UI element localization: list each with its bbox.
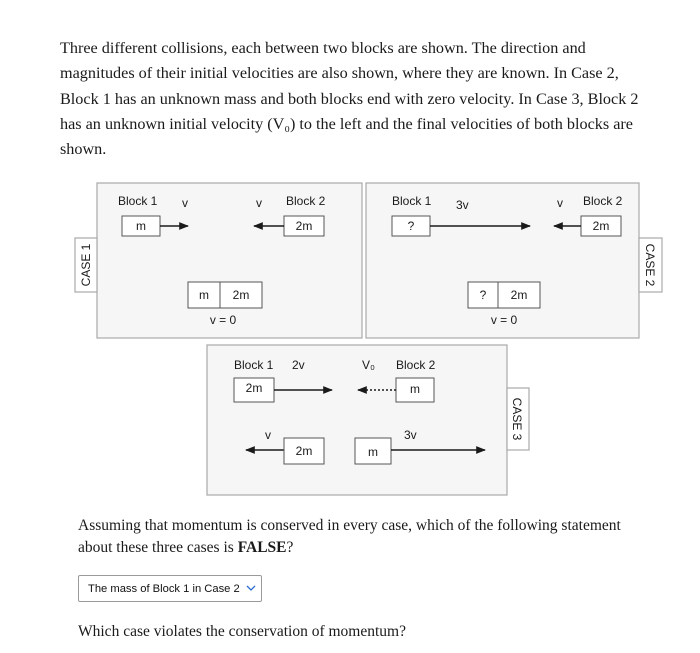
followup-question: Which case violates the conservation of momentum? bbox=[78, 623, 406, 640]
case1-block2-mass: 2m bbox=[295, 219, 313, 233]
case1-final-mass-left: m bbox=[199, 288, 209, 302]
case3-block2-title: Block 2 bbox=[396, 358, 436, 372]
intro-line: magnitudes of their initial velocities are also shown, where they are known. In Case 2, bbox=[60, 64, 619, 83]
case3-panel bbox=[207, 345, 529, 495]
question-line2-suffix: ? bbox=[286, 539, 294, 556]
answer-dropdown-value: The mass of Block 1 in Case 2 bbox=[88, 582, 240, 595]
intro-line: shown. bbox=[60, 140, 107, 159]
case2-final-mass-right: 2m bbox=[510, 288, 528, 302]
case2-panel bbox=[366, 183, 662, 338]
case3-block1-velocity: 2v bbox=[292, 358, 305, 372]
question-line1: Assuming that momentum is conserved in every case, which of the following statement bbox=[78, 517, 621, 534]
case2-block2-title: Block 2 bbox=[583, 194, 623, 208]
case2-label: CASE 2 bbox=[643, 243, 657, 287]
case1-panel bbox=[75, 183, 362, 338]
case2-block1-mass: ? bbox=[407, 219, 415, 233]
case3-block2-mass: m bbox=[410, 382, 420, 396]
case1-label: CASE 1 bbox=[79, 243, 93, 287]
intro-line: Three different collisions, each between two blocks are shown. The direction and bbox=[60, 39, 586, 57]
question-text bbox=[78, 515, 678, 559]
case3-final-mass-left: 2m bbox=[295, 444, 313, 458]
case3-final-velocity-left: v bbox=[265, 428, 271, 442]
case1-block2-velocity: v bbox=[256, 196, 262, 210]
problem-intro bbox=[60, 36, 670, 162]
case1-block1-title: Block 1 bbox=[118, 194, 158, 208]
answer-dropdown[interactable] bbox=[78, 575, 262, 602]
false-keyword: FALSE bbox=[237, 539, 287, 556]
chevron-down-icon bbox=[245, 582, 257, 594]
case2-block1-title: Block 1 bbox=[392, 194, 432, 208]
question-line2-prefix: about these three cases is bbox=[78, 539, 238, 556]
collision-diagram bbox=[70, 178, 670, 500]
case2-block1-velocity: 3v bbox=[456, 198, 469, 212]
case1-final-mass-right: 2m bbox=[232, 288, 250, 302]
case2-final-velocity: v = 0 bbox=[490, 313, 518, 327]
intro-line: Block 1 has an unknown mass and both blocks end with zero velocity. In Case 3, Block 2 bbox=[60, 89, 639, 108]
case3-final-velocity-right: 3v bbox=[404, 428, 417, 442]
case3-block1-mass: 2m bbox=[245, 381, 263, 395]
case3-label: CASE 3 bbox=[510, 397, 524, 441]
case3-final-mass-right: m bbox=[368, 445, 378, 459]
case1-block2-title: Block 2 bbox=[286, 194, 326, 208]
intro-line: has an unknown initial velocity (V₀) to the left and the final velocities of both blocks are bbox=[60, 114, 633, 133]
case1-block1-velocity: v bbox=[182, 196, 188, 210]
case3-block1-title: Block 1 bbox=[234, 358, 274, 372]
case2-block2-velocity: v bbox=[557, 196, 563, 210]
case2-block2-mass: 2m bbox=[592, 219, 610, 233]
case1-final-velocity: v = 0 bbox=[209, 313, 237, 327]
case2-final-mass-left: ? bbox=[479, 288, 487, 302]
case1-block1-mass: m bbox=[136, 219, 146, 233]
case3-block2-velocity: V₀ bbox=[362, 358, 375, 372]
